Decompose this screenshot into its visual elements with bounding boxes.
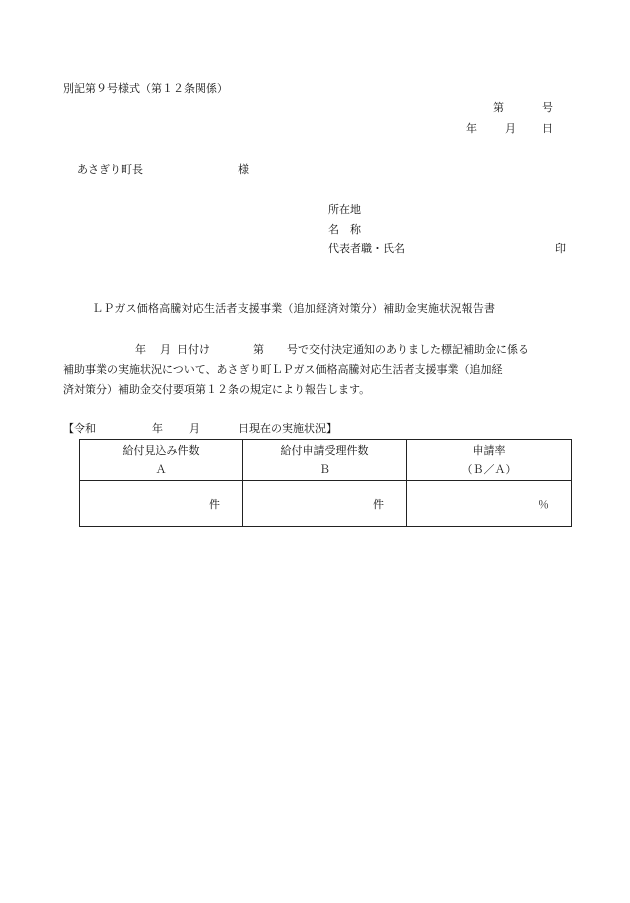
expected-count-cell[interactable]	[80, 481, 243, 527]
header-expected-count-symbol: Ａ	[155, 463, 167, 476]
header-received-count-symbol: Ｂ	[319, 463, 330, 476]
applicant-address-label: 所在地	[328, 203, 361, 216]
seal-mark: 印	[555, 242, 566, 255]
applicant-representative-label: 代表者職・氏名	[328, 242, 405, 255]
received-count-unit: 件	[373, 497, 384, 511]
date-year-label: 年	[466, 122, 477, 135]
date-day-label: 日	[542, 122, 553, 135]
body-dated-label: 日付け	[177, 343, 210, 356]
addressee-honorific: 様	[238, 163, 249, 176]
header-received-count-label: 給付申請受理件数	[280, 444, 369, 457]
body-line-1-text: 号で交付決定通知のありました標記補助金に係る	[287, 343, 529, 356]
table-value-row	[80, 481, 572, 527]
status-table	[79, 439, 572, 527]
table-header-row	[80, 440, 572, 481]
status-heading-month: 月	[189, 422, 200, 435]
body-month-label: 月	[160, 343, 171, 356]
header-expected-count-label: 給付見込み件数	[122, 444, 200, 457]
header-application-rate-formula: （Ｂ／Ａ）	[461, 463, 517, 476]
body-line-3: 済対策分）補助金交付要項第１２条の規定により報告します。	[63, 383, 371, 396]
body-year-label: 年	[135, 343, 146, 356]
received-count-cell[interactable]	[243, 481, 407, 527]
document-number-suffix: 号	[542, 101, 553, 114]
form-number: 別記第９号様式（第１２条関係）	[63, 82, 228, 95]
header-expected-count	[80, 440, 243, 481]
date-month-label: 月	[505, 122, 516, 135]
application-rate-cell[interactable]	[407, 481, 572, 527]
header-application-rate	[407, 440, 572, 481]
expected-count-unit: 件	[209, 497, 220, 511]
status-heading-era: 【令和	[63, 422, 96, 435]
status-heading-rest: 日現在の実施状況】	[238, 422, 337, 435]
status-heading-year: 年	[152, 422, 163, 435]
body-number-prefix: 第	[253, 343, 264, 356]
addressee-name: あさぎり町長	[77, 163, 143, 176]
header-received-count	[243, 440, 407, 481]
report-title: ＬＰガス価格高騰対応生活者支援事業（追加経済対策分）補助金実施状況報告書	[92, 302, 496, 315]
applicant-name-label: 名 称	[328, 223, 361, 236]
application-rate-unit: ％	[538, 497, 549, 511]
document-number-prefix: 第	[493, 101, 504, 114]
header-application-rate-label: 申請率	[472, 444, 506, 457]
body-line-2: 補助事業の実施状況について、あさぎり町ＬＰガス価格高騰対応生活者支援事業（追加経	[63, 363, 503, 376]
